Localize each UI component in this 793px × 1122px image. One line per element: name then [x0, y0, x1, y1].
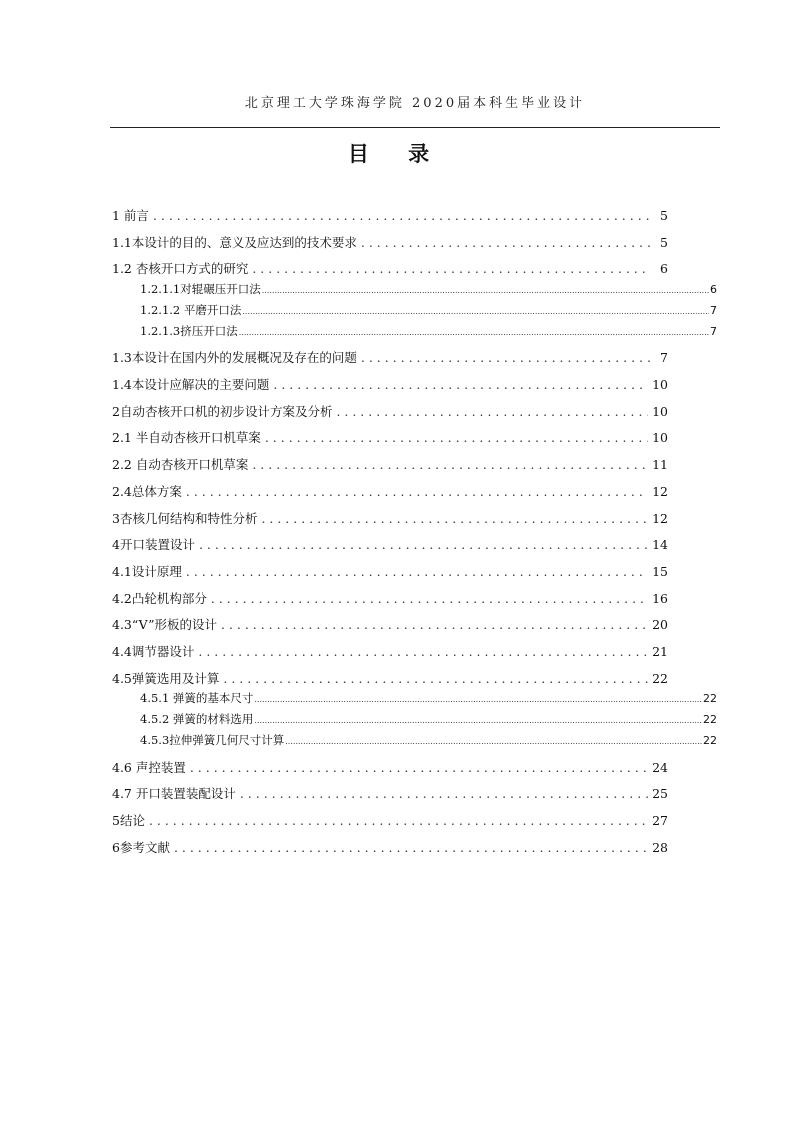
toc-entry[interactable]	[112, 233, 668, 251]
toc-entry-page: 21	[652, 644, 668, 659]
toc-entry-page: 28	[652, 840, 668, 855]
toc-subentry[interactable]	[140, 323, 717, 339]
toc-entry-label: 1.2.1.1对辊碾压开口法	[140, 282, 261, 296]
toc-dot-leader	[242, 307, 709, 316]
toc-entry[interactable]	[112, 455, 668, 473]
toc-entry-label: 2.2 自动杏核开口机草案	[112, 457, 249, 472]
toc-entry[interactable]	[112, 206, 668, 224]
toc-entry[interactable]	[112, 375, 668, 393]
toc-entry[interactable]	[112, 509, 668, 527]
toc-entry-label: 4.5.3拉伸弹簧几何尺寸计算	[140, 733, 285, 747]
toc-entry-page: 20	[652, 617, 668, 632]
toc-dot-leader	[254, 695, 702, 704]
toc-entry-page: 12	[652, 484, 668, 499]
toc-entry-label: 4.3“V”形板的设计	[112, 617, 217, 632]
toc-entry-label: 4.4调节器设计	[112, 644, 195, 659]
toc-entry-label: 1.2.1.2 平磨开口法	[140, 303, 242, 317]
toc-entry-page: 16	[652, 591, 668, 606]
toc-dot-leader	[261, 511, 648, 526]
toc-entry-page: 10	[652, 430, 668, 445]
toc-entry[interactable]	[112, 811, 668, 829]
toc-dot-leader	[223, 671, 648, 686]
toc-entry-page: 24	[652, 760, 668, 775]
header-rule	[110, 127, 720, 128]
toc-entry-page: 6	[710, 283, 717, 296]
toc-subentry[interactable]	[140, 732, 717, 748]
toc-dot-leader	[221, 617, 648, 632]
toc-entry[interactable]	[112, 348, 668, 366]
toc-entry-page: 5	[660, 208, 668, 223]
toc-entry-page: 11	[652, 457, 668, 472]
toc-entry-page: 7	[710, 325, 717, 338]
toc-subentry[interactable]	[140, 302, 717, 318]
toc-dot-leader	[211, 591, 648, 606]
toc-dot-leader	[186, 484, 648, 499]
toc-entry-label: 1.3本设计在国内外的发展概况及存在的问题	[112, 350, 357, 365]
toc-entry-label: 4开口装置设计	[112, 537, 195, 552]
toc-entry-page: 7	[660, 350, 668, 365]
toc-entry-page: 10	[652, 404, 668, 419]
toc-entry[interactable]	[112, 838, 668, 856]
toc-entry-label: 1.4本设计应解决的主要问题	[112, 377, 270, 392]
toc-subentry[interactable]	[140, 711, 717, 727]
toc-entry-page: 27	[652, 813, 668, 828]
toc-dot-leader	[190, 760, 648, 775]
toc-entry[interactable]	[112, 428, 668, 446]
toc-entry[interactable]	[112, 615, 668, 633]
toc-entry[interactable]	[112, 402, 668, 420]
toc-dot-leader	[149, 813, 648, 828]
toc-entry-page: 22	[703, 692, 717, 705]
toc-subentry[interactable]	[140, 281, 717, 297]
toc-entry-label: 4.1设计原理	[112, 564, 182, 579]
toc-dot-leader	[361, 350, 650, 365]
toc-dot-leader	[285, 737, 702, 746]
toc-entry-label: 4.5.1 弹簧的基本尺寸	[140, 691, 254, 705]
toc-dot-leader	[174, 840, 648, 855]
toc-entry[interactable]	[112, 784, 668, 802]
toc-entry-label: 4.5.2 弹簧的材料选用	[140, 712, 254, 726]
page-title: 目 录	[347, 141, 446, 166]
toc-entry[interactable]	[112, 482, 668, 500]
toc-entry-label: 1 前言	[112, 208, 149, 223]
toc-entry-page: 22	[703, 734, 717, 747]
toc-dot-leader	[265, 430, 648, 445]
toc-entry-label: 1.2.1.3挤压开口法	[140, 324, 238, 338]
toc-entry[interactable]	[112, 259, 668, 277]
toc-entry-label: 2.1 半自动杏核开口机草案	[112, 430, 261, 445]
toc-entry-label: 2自动杏核开口机的初步设计方案及分析	[112, 404, 333, 419]
toc-entry-page: 15	[652, 564, 668, 579]
toc-entry-page: 22	[703, 713, 717, 726]
toc-entry-page: 12	[652, 511, 668, 526]
running-header: 北京理工大学珠海学院 2020届本科生毕业设计	[244, 96, 586, 111]
toc-entry-label: 2.4总体方案	[112, 484, 182, 499]
toc-dot-leader	[262, 286, 709, 295]
toc-entry-label: 4.7 开口装置装配设计	[112, 786, 236, 801]
toc-entry[interactable]	[112, 758, 668, 776]
toc-entry[interactable]	[112, 589, 668, 607]
toc-dot-leader	[240, 786, 648, 801]
toc-entry-label: 4.2凸轮机构部分	[112, 591, 207, 606]
toc-entry-label: 1.1本设计的目的、意义及应达到的技术要求	[112, 235, 357, 250]
toc-entry[interactable]	[112, 562, 668, 580]
toc-dot-leader	[186, 564, 648, 579]
toc-entry-page: 10	[652, 377, 668, 392]
toc-entry-label: 4.5弹簧选用及计算	[112, 671, 220, 686]
toc-dot-leader	[199, 537, 648, 552]
toc-entry-page: 7	[710, 304, 717, 317]
toc-subentry[interactable]	[140, 690, 717, 706]
toc-entry-label: 1.2 杏核开口方式的研究	[112, 261, 249, 276]
toc-entry[interactable]	[112, 669, 668, 687]
toc-dot-leader	[239, 328, 709, 337]
toc-dot-leader	[254, 716, 702, 725]
toc-entry[interactable]	[112, 535, 668, 553]
toc-entry-page: 22	[652, 671, 668, 686]
toc-dot-leader	[361, 235, 650, 250]
toc-entry-label: 6参考文献	[112, 840, 170, 855]
toc-entry-label: 3杏核几何结构和特性分析	[112, 511, 258, 526]
toc-entry-page: 6	[660, 261, 668, 276]
toc-entry-label: 5结论	[112, 813, 145, 828]
toc-dot-leader	[336, 404, 648, 419]
toc-entry-page: 14	[652, 537, 668, 552]
toc-dot-leader	[252, 261, 650, 276]
toc-dot-leader	[273, 377, 648, 392]
toc-dot-leader	[198, 644, 648, 659]
toc-dot-leader	[153, 208, 650, 223]
toc-dot-leader	[252, 457, 648, 472]
toc-entry-page: 5	[660, 235, 668, 250]
toc-entry-page: 25	[652, 786, 668, 801]
toc-entry[interactable]	[112, 642, 668, 660]
toc-entry-label: 4.6 声控装置	[112, 760, 186, 775]
